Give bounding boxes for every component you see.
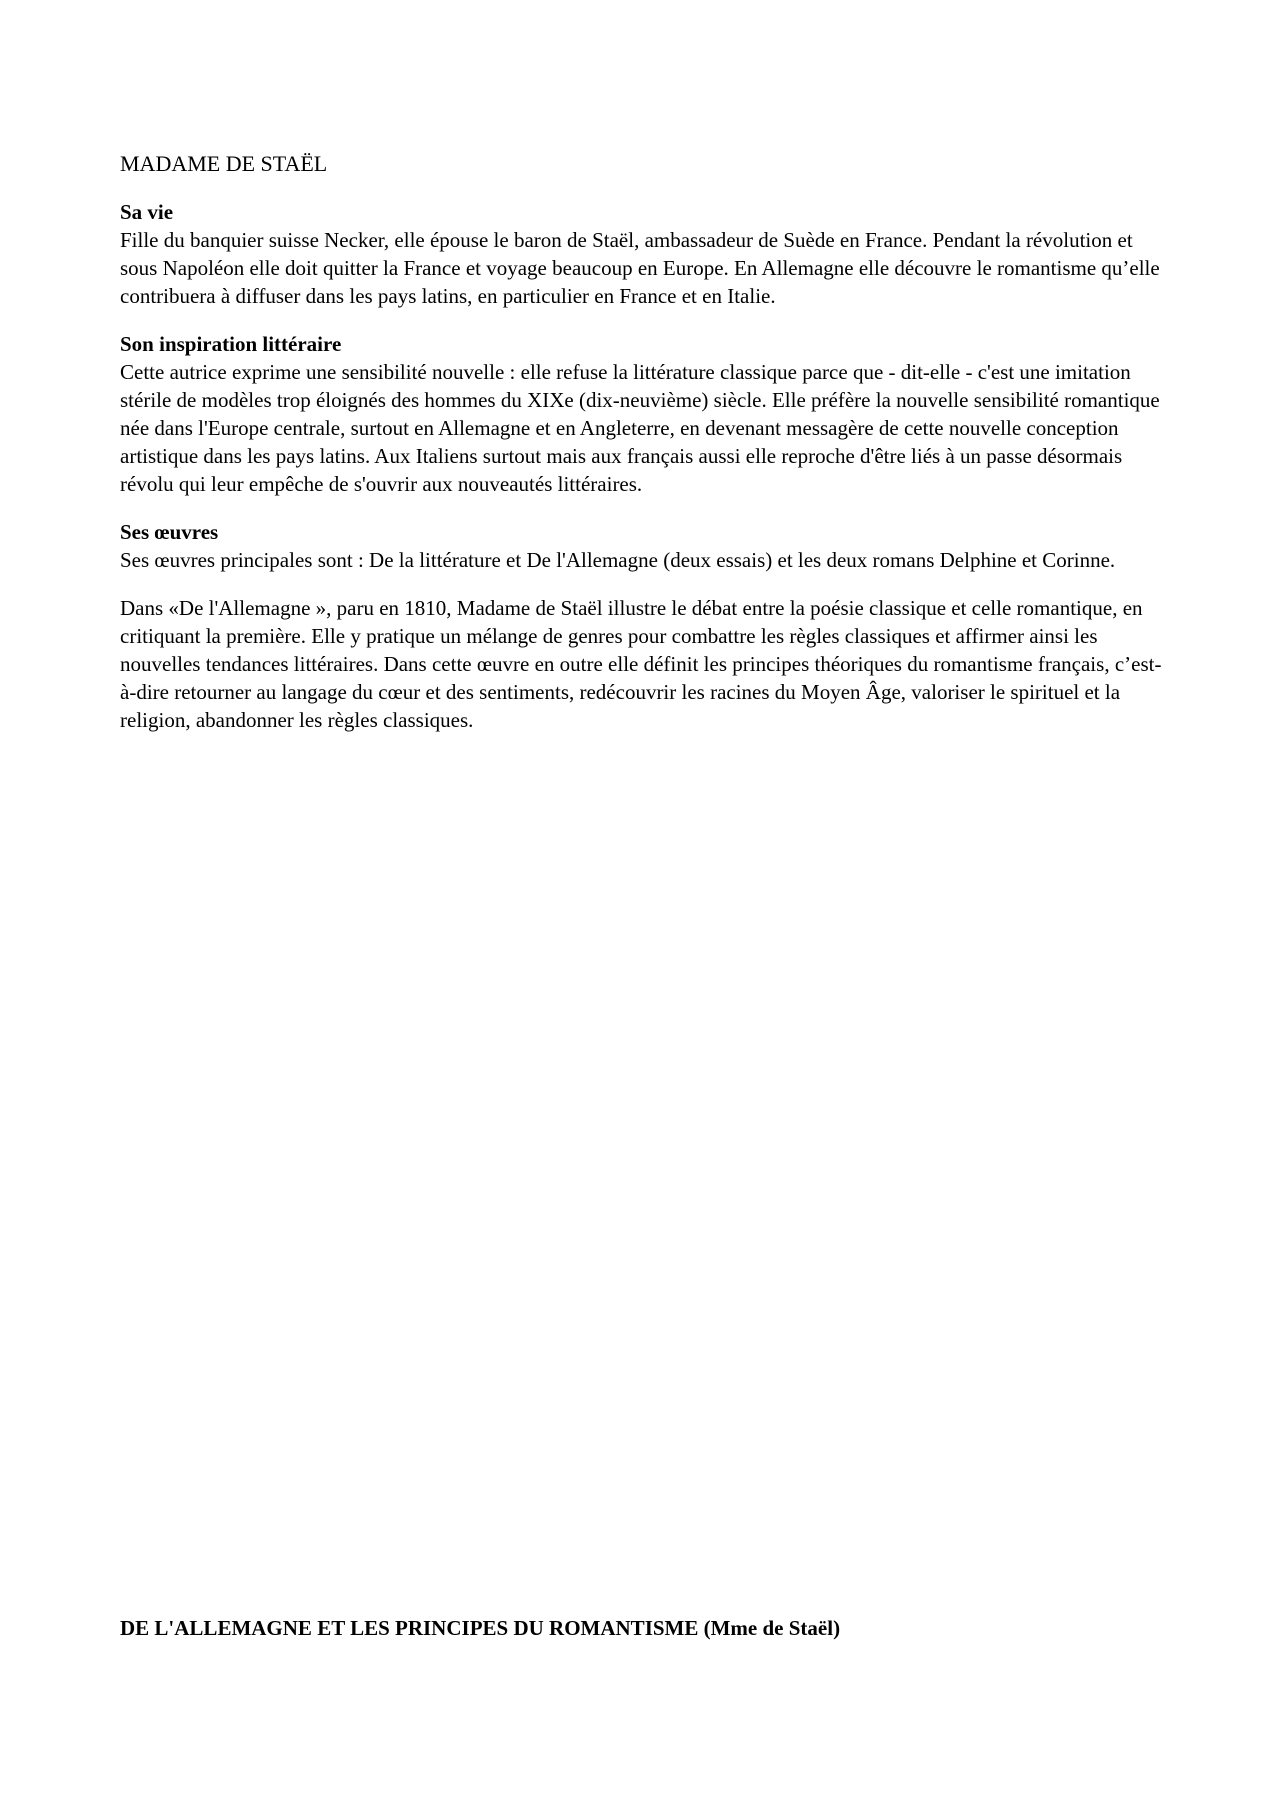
section-heading: Son inspiration littéraire [120, 332, 342, 356]
section-sa-vie [120, 198, 1170, 310]
section-heading: Sa vie [120, 200, 174, 224]
section-heading: Ses œuvres [120, 520, 219, 544]
section-text: Cette autrice exprime une sensibilité nouvelle : elle refuse la littérature classique parce que - dit-elle - c'est une imitation stérile de modèles trop éloignés des hommes du XIXe (dix-neuvième) siècle. Elle préfère la nouvelle sensibilité romantique née dans l'Europe centrale, surtout en Allemagne et en Angleterre, en devenant messagère de cette nouvelle conception artistique dans les pays latins. Aux Italiens surtout mais aux français aussi elle reproche d'être liés à un passe désormais révolu qui leur empêche de s'ouvrir aux nouveautés littéraires. [120, 360, 1160, 496]
next-page-title: DE L'ALLEMAGNE ET LES PRINCIPES DU ROMANTISME (Mme de Staël) [120, 1616, 841, 1640]
closing-paragraph: Dans «De l'Allemagne », paru en 1810, Madame de Staël illustre le débat entre la poésie classique et celle romantique, en critiquant la première. Elle y pratique un mélange de genres pour combattre les règles classiques et affirmer ainsi les nouvelles tendances littéraires. Dans cette œuvre en outre elle définit les principes théoriques du romantisme français, c’est-à-dire retourner au langage du cœur et des sentiments, redécouvrir les racines du Moyen Âge, valoriser le spirituel et la religion, abandonner les règles classiques. [120, 596, 1162, 732]
section-oeuvres [120, 518, 1170, 574]
section-text: Ses œuvres principales sont : De la littérature et De l'Allemagne (deux essais) et les deux romans Delphine et Corinne. [120, 548, 1116, 572]
document-title: MADAME DE STAËL [120, 151, 328, 176]
document-body [120, 150, 1170, 754]
section-text: Fille du banquier suisse Necker, elle épouse le baron de Staël, ambassadeur de Suède en France. Pendant la révolution et sous Napoléon elle doit quitter la France et voyage beaucoup en Europe. En Allemagne elle découvre le romantisme qu’elle contribuera à diffuser dans les pays latins, en particulier en France et en Italie. [120, 228, 1160, 308]
section-inspiration [120, 330, 1170, 498]
